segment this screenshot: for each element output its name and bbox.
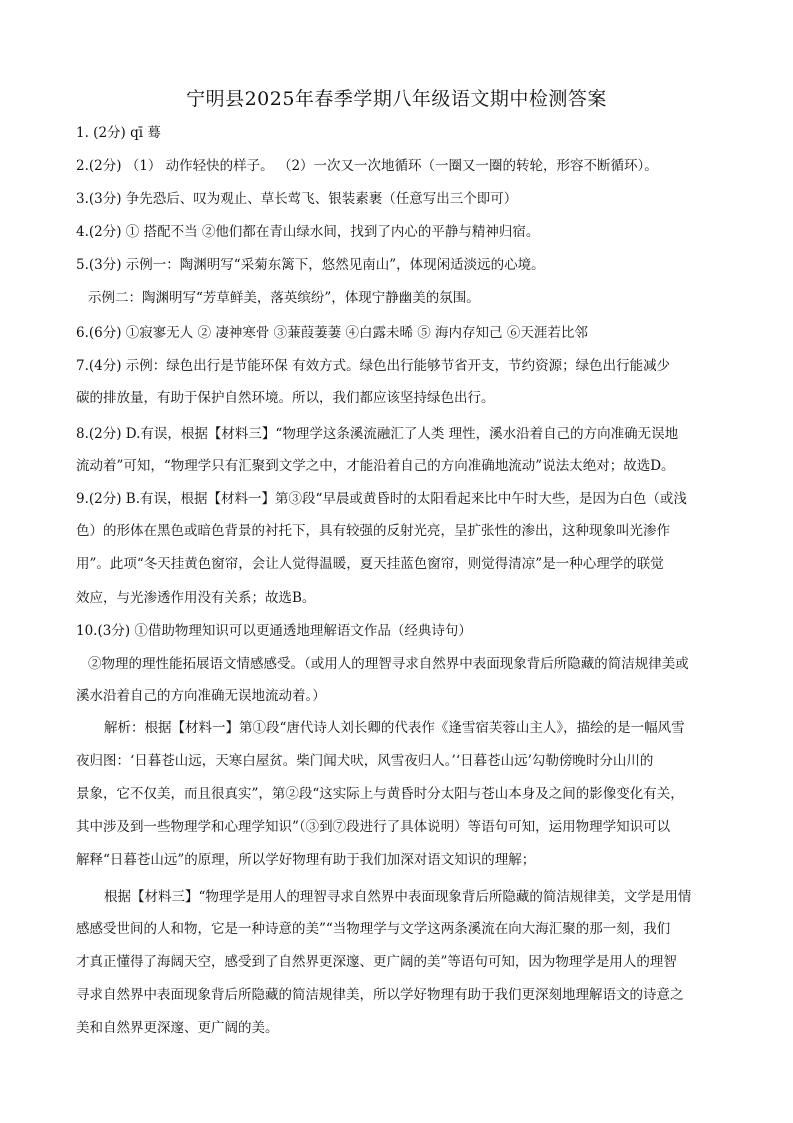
analysis-line: 美和自然界更深邃、更广阔的美。	[76, 1020, 279, 1036]
answer-line: 流动着”可知，“物理学只有汇聚到文学之中，才能沿着自己的方向准确地流动”说法太绝对；故选D。	[76, 458, 675, 474]
analysis-line: 根据【材料三】“物理学是用人的理智寻求自然界中表面现象背后所隐藏的简洁规律美，文学是用情	[104, 889, 692, 905]
analysis-line: 其中涉及到一些物理学和心理学知识”（③到⑦段进行了具体说明）等语句可知，运用物理学知识可以	[76, 819, 671, 835]
answer-line: 8.(2分) D.有误，根据【材料三】“物理学这条溪流融汇了人类 理性，溪水沿着自己的方向准确无误地	[76, 426, 679, 442]
answer-line: 6.(6分) ①寂寥无人 ② 凄神寒骨 ③蒹葭萋萋 ④白露未晞 ⑤ 海内存知己 ⑥天涯若比邻	[76, 325, 588, 341]
answer-line: ②物理的理性能拓展语文情感感受。（或用人的理智寻求自然界中表面现象背后所隐藏的简洁规律美或	[88, 656, 689, 672]
analysis-line: 解释“日暮苍山远”的原理，所以学好物理有助于我们加深对语文知识的理解；	[76, 852, 536, 868]
analysis-line: 夜归图：‘日暮苍山远，天寒白屋贫。柴门闻犬吠，风雪夜归人。’‘日暮苍山远’勾勒傍晚时分山川的	[76, 753, 654, 769]
answer-line: 用”。此项“冬天挂黄色窗帘，会让人觉得温暖，夏天挂蓝色窗帘，则觉得清凉”是一种心理学的联觉	[76, 556, 664, 572]
answer-line: 溪水沿着自己的方向准确无误地流动着。）	[76, 688, 326, 704]
analysis-line: 感感受世间的人和物，它是一种诗意的美”“当物理学与文学这两条溪流在向大海汇聚的那一刻，我们	[76, 921, 671, 937]
answer-line: 2.(2分) （1） 动作轻快的样子。 （2）一次又一次地循环（一圈又一圈的转轮，形容不断循环）。	[76, 158, 658, 174]
analysis-line: 景象，它不仅美，而且很真实”，第②段“这实际上与黄昏时分太阳与苍山本身及之间的影像变化有关，	[76, 786, 684, 802]
page-title: 宁明县2025年春季学期八年级语文期中检测答案	[186, 88, 607, 110]
answer-line: 碳的排放量，有助于保护自然环境。所以，我们都应该坚持绿色出行。	[76, 390, 495, 406]
analysis-line: 才真正懂得了海阔天空，感受到了自然界更深邃、更广阔的美”等语句可知，因为物理学是用人的理智	[76, 954, 677, 970]
answer-line: 9.(2分) B.有误，根据【材料一】第③段“早晨或黄昏时的太阳看起来比中午时大些，是因为白色（或浅	[76, 491, 687, 507]
answer-line: 5.(3分) 示例一：陶渊明写“采菊东篱下，悠然见南山”，体现闲适淡远的心境。	[76, 257, 545, 273]
answer-line: 3.(3分) 争先恐后、叹为观止、草长莺飞、银装素裹（任意写出三个即可）	[76, 191, 518, 207]
answer-line: 色）的形体在黑色或暗色背景的衬托下，具有较强的反射光亮，呈扩张性的渗出，这种现象叫光渗作	[76, 523, 670, 539]
analysis-line: 解析：根据【材料一】第①段“唐代诗人刘长卿的代表作《逢雪宿芙蓉山主人》，描绘的是一幅风雪	[104, 720, 685, 736]
answer-line: 4.(2分) ① 搭配不当 ②他们都在青山绿水间，找到了内心的平静与精神归宿。	[76, 224, 540, 240]
answer-line: 效应，与光渗透作用没有关系；故选B。	[76, 590, 316, 606]
answer-line: 1. (2分) qī 蓦	[76, 125, 161, 141]
analysis-line: 寻求自然界中表面现象背后所隐藏的简洁规律美，所以学好物理有助于我们更深刻地理解语文的诗意之	[76, 987, 684, 1003]
answer-line: 10.(3分) ①借助物理知识可以更通透地理解语文作品（经典诗句）	[76, 623, 472, 639]
answer-line: 7.(4分) 示例：绿色出行是节能环保 有效方式。绿色出行能够节省开支，节约资源；绿色出行能减少	[76, 358, 671, 374]
answer-line: 示例二：陶渊明写“芳草鲜美，落英缤纷”，体现宁静幽美的氛围。	[88, 290, 480, 306]
